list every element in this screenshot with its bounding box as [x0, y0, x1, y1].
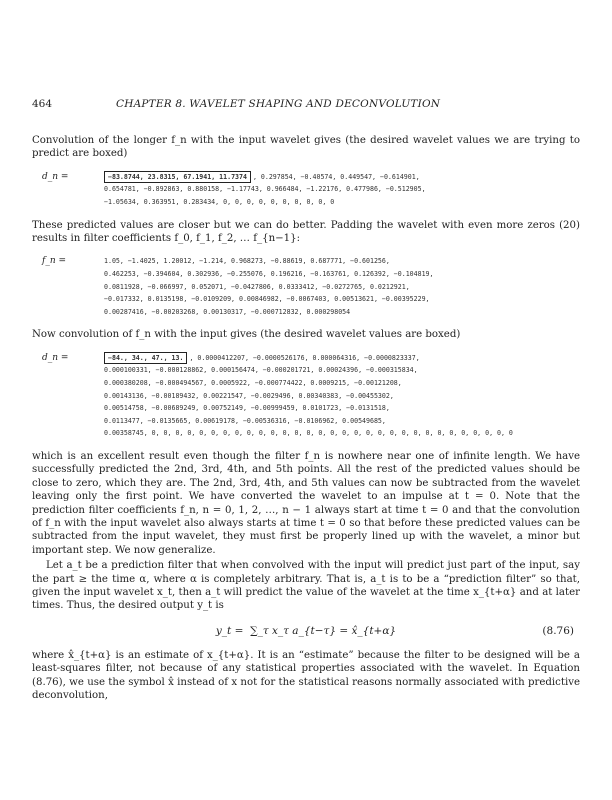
- boxed-values: −84., 34., 47., 13.: [104, 352, 187, 364]
- equation-line: −0.017332, 0.0135198, −0.0109209, 0.00846982, −0.0067403, 0.00513621, −0.00395229,: [104, 295, 430, 304]
- equation-values: [104, 255, 580, 318]
- paragraph-convolution-intro: Convolution of the longer f_n with the input wavelet gives (the desired wavelet values we are trying to predict are boxed): [32, 135, 580, 160]
- equation-values: [104, 352, 580, 440]
- equation-line: 1.05, −1.4025, 1.20012, −1.214, 0.968273, −0.88619, 0.687771, −0.601256,: [104, 257, 390, 266]
- equation-label: d_n =: [42, 352, 69, 363]
- equation-line: 0.0811928, −0.066997, 0.052071, −0.0427806, 0.0333412, −0.0272765, 0.0212921,: [104, 282, 410, 291]
- equation-dn-first: [42, 171, 580, 209]
- equation-rhs: ∑_τ x_τ a_{t−τ} = x̂_{t+α}: [250, 624, 397, 637]
- equation-fn: [42, 255, 580, 318]
- equation-line: 0.00514758, −0.00689249, 0.00752149, −0.00999459, 0.0101723, −0.0131518,: [104, 404, 390, 413]
- page-number: 464: [32, 98, 53, 110]
- equation-label: d_n =: [42, 171, 69, 182]
- equation-values: [104, 171, 580, 209]
- equation-line: 0.000100331, −0.000128862, 0.000156474, −0.000201721, 0.00024396, −0.000315834,: [104, 366, 418, 375]
- equation-line: 0.0113477, −0.0135665, 0.00619178, −0.00536316, −0.0106962, 0.00549685,: [104, 416, 386, 425]
- paragraph-estimate: where x̂_{t+α} is an estimate of x_{t+α}. It is an “estimate” because the filter to be designed will be a least-squares filter, not because of any statistical properties associated with the wavelet. In Equation (8.76), we use the symbol x̂ instead of x not for the statistical reasons normally associated with predictive deconvolution,: [32, 649, 580, 702]
- equation-line: 0.654781, −0.892863, 0.880158, −1.17743, 0.966484, −1.22176, 0.477986, −0.512905,: [104, 185, 426, 194]
- equation-number: (8.76): [542, 624, 574, 637]
- equation-dn-second: [42, 352, 580, 440]
- equation-8-76: [32, 625, 580, 637]
- paragraph-prediction-filter: Let a_t be a prediction filter that when convolved with the input will predict just part of the input, say the part ≥ the time α, where α is completely arbitrary. That is, a_t is to be a “prediction filter” so that, given the input wavelet x_t, then a_t will predict the value of the wavelet at the time x_{t+α} and at later times. Thus, the desired output y_t is: [32, 560, 580, 612]
- paragraph-padding: These predicted values are closer but we can do better. Padding the wavelet with even more zeros (20) results in filter coefficients f_0, f_1, f_2, … f_{n−1}:: [32, 219, 580, 244]
- equation-line: 0.462253, −0.394604, 0.302936, −0.255076, 0.196216, −0.163761, 0.126392, −0.104819,: [104, 270, 434, 278]
- equation-line: 0.00287416, −0.00203268, 0.00130317, −0.000712832, 0.000298054: [104, 307, 351, 316]
- paragraph-convolution-fn: Now convolution of f_n with the input gives (the desired wavelet values are boxed): [32, 329, 461, 341]
- equation-line: , 0.297854, −0.40574, 0.449547, −0.614901,: [252, 172, 420, 181]
- book-page: [32, 98, 580, 702]
- boxed-values: −83.8744, 23.8315, 67.1941, 11.7374: [104, 171, 251, 183]
- equation-label: f_n =: [42, 256, 67, 267]
- equation-line: , 0.0000412207, −0.0000526176, 0.000064316, −0.0000823337,: [189, 353, 420, 362]
- chapter-title: CHAPTER 8. WAVELET SHAPING AND DECONVOLUTION: [116, 98, 441, 110]
- paragraph-result-discussion: which is an excellent result even though the filter f_n is nowhere near one of infinite length. We have successfully predicted the 2nd, 3rd, 4th, and 5th points. All the rest of the predicted values should be close to zero, which they are. The 2nd, 3rd, 4th, and 5th values can now be subtracted from the wavelet leaving only the first point. We have converted the wavelet to an impulse at t = 0. Note that the prediction filter coefficients f_n, n = 0, 1, 2, …, n − 1 always start at time t = 0 and that the convolution of f_n with the input wavelet also always starts at time t = 0 so that before these predicted values can be subtracted from the input wavelet, they must first be properly lined up with the wavelet, a minor but important step. We now generalize.: [32, 450, 580, 556]
- equation-line: −1.05634, 0.363951, 0.283434, 0, 0, 0, 0, 0, 0, 0, 0, 0, 0: [104, 198, 335, 206]
- equation-lhs: y_t =: [215, 624, 244, 637]
- equation-line: 0.00143136, −0.00189432, 0.00221547, −0.0029496, 0.00340383, −0.00455302,: [104, 391, 394, 400]
- equation-line: 0.00358745, 0, 0, 0, 0, 0, 0, 0, 0, 0, 0, 0, 0, 0, 0, 0, 0, 0, 0, 0, 0, 0, 0, 0, 0, 0, 0, 0, 0, 0, 0, 0: [104, 429, 513, 438]
- equation-line: 0.000380208, −0.000494567, 0.0005922, −0.000774422, 0.0009215, −0.00121208,: [104, 378, 402, 387]
- page-header: [32, 98, 580, 110]
